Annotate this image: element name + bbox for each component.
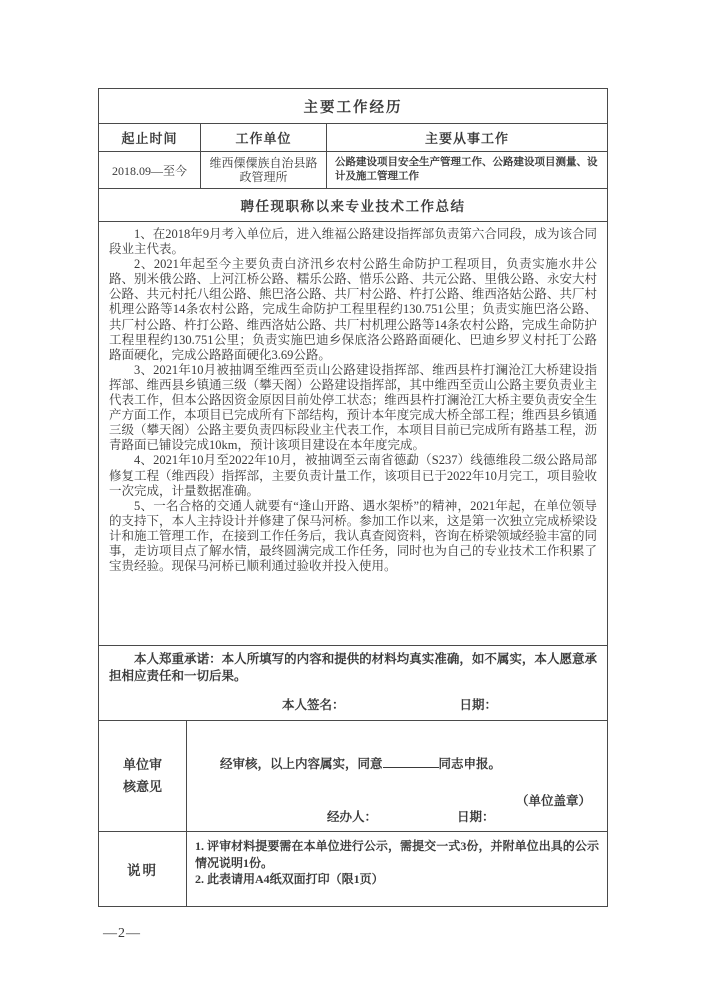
work-experience-form xyxy=(98,88,608,907)
summary-paragraph-2: 2、2021年起至今主要负责白济汛乡农村公路生命防护工程项目，负责实施水井公路、别米俄公路、上河江桥公路、糯乐公路、惜乐公路、共元公路、里俄公路、永安大村公路、共元村托八组公路、熊巴洛公路、共厂村公路、杵打公路、维西洛姑公路、共厂村机理公路等14条农村公路，完成生命防护工程里程约130.751公里；负责实施巴洛公路、共厂村公路、杵打公路、维西洛姑公路、共厂村机理公路等14条农村公路，完成生命防护工程里程约130.751公里；负责实施巴迪乡保底洛公路路面硬化、巴迪乡罗义村托丁公路路面硬化，完成公路路面硬化3.69公路。 xyxy=(109,257,597,362)
unit-review-section xyxy=(99,720,607,831)
review-approval-line xyxy=(220,754,501,772)
column-header-unit: 工作单位 xyxy=(200,124,326,151)
summary-paragraph-5: 5、一名合格的交通人就要有“逢山开路、遇水架桥”的精神，2021年起，在单位领导的支持下，本人主持设计并修建了保马河桥。参加工作以来，这是第一次独立完成桥梁设计和施工管理工作，在接到工作任务后，我认真查阅资料，咨询在桥梁领域经验丰富的同事，走访项目点了解水情，最终圆满完成工作任务，同时也为自己的专业技术工作积累了宝贵经验。现保马河桥已顺利通过验收并投入使用。 xyxy=(109,498,597,574)
form-title: 主要工作经历 xyxy=(303,99,403,116)
record-period: 2018.09—至今 xyxy=(111,163,187,178)
column-header-duty: 主要从事工作 xyxy=(326,124,607,151)
approval-prefix: 经审核，以上内容属实，同意 xyxy=(220,757,383,771)
record-unit: 维西傈僳族自治县路政管理所 xyxy=(200,152,326,188)
summary-paragraph-1: 1、在2018年9月考入单位后，进入维福公路建设指挥部负责第六合同段，成为该合同段业主代表。 xyxy=(109,227,597,257)
handler-date-label: 日期： xyxy=(457,810,495,824)
summary-paragraph-4: 4、2021年10月至2022年10月，被抽调至云南省德勐（S237）线德维段二级公路局部修复工程（维西段）指挥部，主要负责计量工作，该项目已于2022年10月完工，项目验收一次完成，计量数据准确。 xyxy=(109,453,597,498)
handler-line xyxy=(327,807,495,825)
page-number: —2— xyxy=(103,926,141,941)
signature-label: 本人签名： xyxy=(282,698,345,712)
summary-section-title: 聘任现职称以来专业技术工作总结 xyxy=(99,188,607,221)
signature-date-label: 日期： xyxy=(459,698,498,712)
column-header-period: 起止时间 xyxy=(121,131,178,146)
unit-seal-note: （单位盖章） xyxy=(515,794,591,808)
notes-section xyxy=(99,831,607,906)
signature-line xyxy=(109,695,597,713)
handler-label: 经办人： xyxy=(327,810,378,824)
note-item-2: 2. 此表请用A4纸双面打印（限1页） xyxy=(195,872,384,886)
notes-label: 说明 xyxy=(127,863,158,878)
applicant-name-blank xyxy=(383,756,439,768)
summary-paragraph-3: 3、2021年10月被抽调至维西至贡山公路建设指挥部、维西县杵打澜沧江大桥建设指挥部、维西县乡镇通三级（攀天阁）公路建设指挥部，其中维西至贡山公路主要负责业主代表工作，但本公路因资金原因目前处停工状态；维西县杵打澜沧江大桥主要负责安全生产方面工作，本项目已完成所有下部结构，预计本年度完成大桥全部工程；维西县乡镇通三级（攀天阁）公路主要负责四标段业主代表工作，本项目目前已完成所有路基工程，沥青路面已铺设完成10km，预计该项目建设在本年度完成。 xyxy=(109,362,597,453)
pledge-text: 本人郑重承诺：本人所填写的内容和提供的材料均真实准确，如不属实，本人愿意承担相应责任和一切后果。 xyxy=(109,652,597,683)
notes-content xyxy=(186,832,607,906)
table-header-row xyxy=(99,123,607,151)
note-item-1: 1. 评审材料提要需在本单位进行公示，需提交一式3份，并附单位出具的公示情况说明1份。 xyxy=(195,839,599,870)
unit-review-label-cell xyxy=(99,721,186,831)
record-duty: 公路建设项目安全生产管理工作、公路建设项目测量、设计及施工管理工作 xyxy=(326,152,607,188)
table-row xyxy=(99,151,607,188)
summary-text-block xyxy=(99,221,607,645)
pledge-section xyxy=(99,645,607,720)
unit-review-content xyxy=(186,721,607,831)
unit-review-label: 单位审核意见 xyxy=(123,757,163,794)
approval-suffix: 同志申报。 xyxy=(438,757,502,771)
